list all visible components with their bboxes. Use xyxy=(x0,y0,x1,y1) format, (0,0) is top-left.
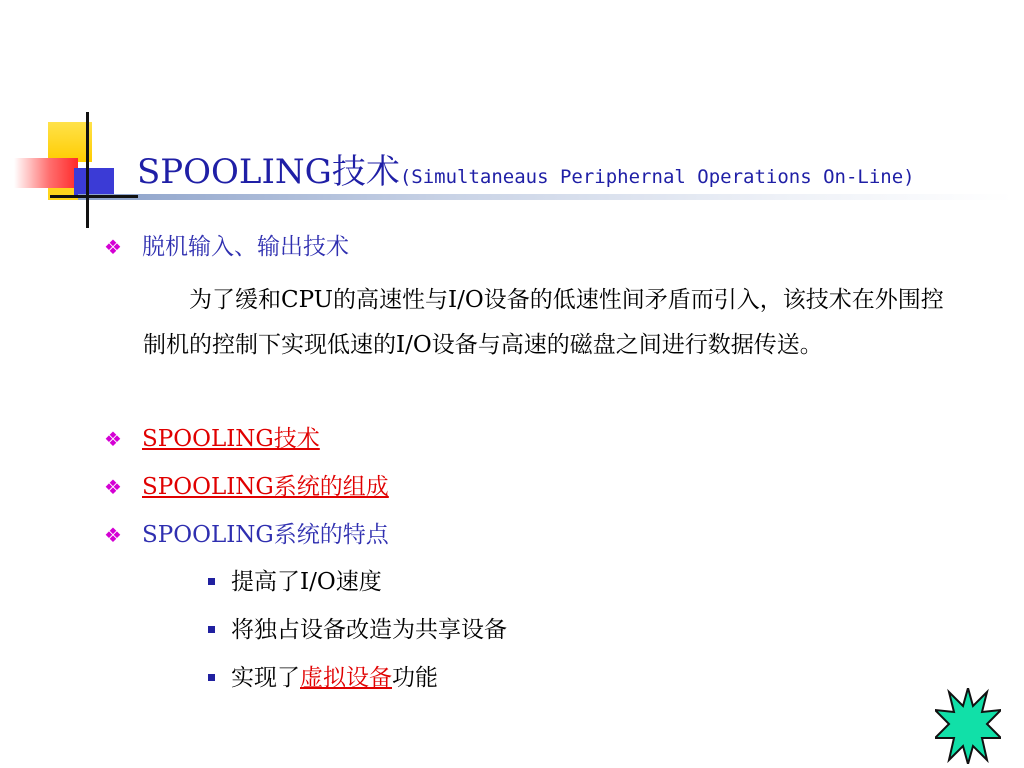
title-underline-bar xyxy=(78,194,1013,200)
slide-title-subtitle: (Simultaneaus Periphernal Operations On-Line) xyxy=(399,166,915,188)
feature-item xyxy=(208,563,382,596)
diamond-bullet-icon: ❖ xyxy=(104,523,122,547)
slide-title xyxy=(137,144,915,193)
description-paragraph: 为了缓和CPU的高速性与I/O设备的低速性间矛盾而引入，该技术在外围控制机的控制下实现低速的I/O设备与高速的磁盘之间进行数据传送。 xyxy=(143,287,944,358)
bullet-spooling-tech xyxy=(104,420,320,453)
feature-text-before: 实现了 xyxy=(231,665,300,691)
bullet-offline-io xyxy=(104,228,349,261)
starburst-icon[interactable] xyxy=(935,688,1001,764)
virtual-device-link[interactable]: 虚拟设备 xyxy=(300,665,392,691)
diamond-bullet-icon: ❖ xyxy=(104,475,122,499)
bullet-label: 脱机输入、输出技术 xyxy=(142,234,349,260)
slide-title-main: SPOOLING技术 xyxy=(137,152,400,192)
starburst-shape[interactable] xyxy=(935,688,1001,764)
feature-item xyxy=(208,659,438,692)
spooling-composition-link[interactable]: SPOOLING系统的组成 xyxy=(142,474,389,500)
square-bullet-icon xyxy=(208,578,215,585)
deco-vertical-line xyxy=(86,112,89,228)
feature-text: 将独占设备改造为共享设备 xyxy=(231,617,507,643)
diamond-bullet-icon: ❖ xyxy=(104,235,122,259)
feature-text-after: 功能 xyxy=(392,665,438,691)
spooling-tech-link[interactable]: SPOOLING技术 xyxy=(142,426,320,452)
square-bullet-icon xyxy=(208,626,215,633)
bullet-spooling-features xyxy=(104,516,389,549)
deco-red-gradient-bar xyxy=(14,158,78,188)
bullet-label: SPOOLING系统的特点 xyxy=(142,522,389,548)
square-bullet-icon xyxy=(208,674,215,681)
diamond-bullet-icon: ❖ xyxy=(104,427,122,451)
feature-text: 提高了I/O速度 xyxy=(231,569,382,595)
deco-blue-square xyxy=(74,168,114,196)
bullet-spooling-composition xyxy=(104,468,389,501)
feature-item xyxy=(208,611,507,644)
deco-horizontal-line xyxy=(50,195,138,198)
